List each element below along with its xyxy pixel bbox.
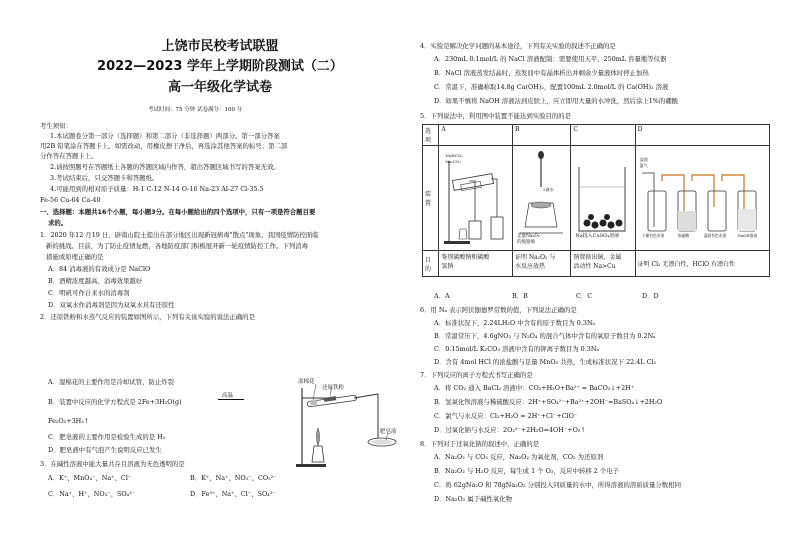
q5-d-label6: NaOH溶液 (737, 233, 758, 238)
exam-title: 2022—2023 学年上学期阶段测试（二） (97, 59, 343, 74)
right-column (420, 0, 770, 550)
q7-option-b: B．氢氧化钡溶液与稀硫酸反应：2H⁺+SO₄²⁻+Ba²⁺+2OH⁻=BaSO₄↓+2H₂O (434, 398, 663, 406)
q5-purpose-d: 证明 Cl₂ 无漂白性，HClO 有漂白性 (635, 251, 769, 277)
q2-stem: 2．还原铁粉和水蒸气反应的装置如图所示，下列有关该实验的说法正确的是 (40, 313, 255, 321)
notice-item1c: 分作答在答题卡上。 (40, 152, 98, 160)
q5-device-a (439, 146, 513, 251)
q5-device-b (512, 146, 570, 251)
q5-row-purpose-label: 目的 (423, 251, 439, 277)
section1-title-a: 一、选择题：本题共16个小题，每小题3分。在每小题给出的四个选项中，只有一项是符合题目要 (40, 208, 316, 216)
q2-option-b2: Fe₂O₃+3H₂↑ (48, 417, 90, 425)
q5-purpose-c2: 活动性 Na>Cu (573, 263, 616, 270)
q1-option-a: A．84 消毒液的有效成分是 NaClO (48, 265, 151, 273)
q2-label-soap: 肥皂液 (380, 429, 397, 435)
q2-option-c: C．肥皂液的主要作用是检验生成的是 H₂ (48, 433, 166, 441)
q5-header-a: A (439, 125, 513, 146)
q2-label-cotton: 湿棉花 (298, 379, 315, 385)
q6-option-a: A．标准状况下，2.24LH₂O 中含有的原子数目为 0.3Nₐ (434, 319, 595, 327)
notice-item1a: 1.本试题卷分第一部分（选择题）和第二部分（非选择题）两部分。第一部分答案 (50, 132, 280, 140)
q8-option-b: B．Na₂O₂ 与 H₂O 反应，每生成 1 个 O₂，反应中转移 2 个电子 (434, 467, 620, 475)
q1-stem-b: 新的挑战。目前，为了防止疫情复燃，各地防疫部门积极展开新一轮疫情防控工作。下列消毒 (46, 242, 309, 250)
q5-b-label1: 2滴水 (542, 187, 554, 192)
q5-purpose-a1: 鉴别碳酸钠和碳酸 (441, 254, 490, 261)
q5-header-c: C (571, 125, 635, 146)
q4-option-b: B．NaCl 溶液蒸发结晶时，蒸发皿中有晶体析出并剩余少量液体时停止加热 (434, 69, 649, 77)
q8-stem: 8．下列对于过氧化钠的叙述中，正确的是 (420, 440, 540, 448)
q5-d-label1: 湿润 (639, 157, 648, 162)
section1-title-b: 求的。 (48, 219, 68, 227)
q5-b-label3: 的脱脂棉 (516, 240, 535, 245)
q1-stem-a: 1．2020 年12 月19 日，辟南山院士提出在部分地区出现新冠病毒"散点"现象，我国疫情防控面临 (40, 231, 319, 239)
q5-option-a: A．A (434, 292, 450, 300)
q5-table-header-row (423, 125, 770, 146)
q4-option-a: A．230mL 0.1mol/L 的 NaCl 溶液配制：需要使用天平、250mL 容量瓶等仪器 (434, 55, 667, 63)
q4-option-c: C．常温下，准确称取14.8g Ca(OH)₂，配置100mL 2.0mol/L 的 Ca(OH)₂ 溶液 (434, 83, 669, 91)
q5-option-d: D．D (642, 292, 659, 300)
subject-title: 高一年级化学试卷 (167, 80, 272, 95)
q3-option-b: B．K⁺、Na⁺、NO₃⁻、CO₃²⁻ (190, 474, 277, 482)
q4-stem: 4．实验是解决化学问题的基本途径，下列有关实验的叙述不正确的是 (420, 42, 616, 50)
q5-purpose-a (439, 251, 513, 277)
q8-option-c: C．将 62gNa₂O 和 78gNa₂O₂ 分别投入同质量的水中，所得溶液的溶质质量分数相同 (434, 481, 681, 489)
q5-purpose-row (423, 251, 770, 277)
q5-d-label5: 湿润有色布条 (703, 233, 727, 238)
exam-info: 考试时间：75 分钟 试卷满分：100 分 (148, 107, 243, 113)
q2-option-b-condition: 高温 (222, 393, 234, 399)
notice-item3: 3.考试结束后，只交答题卡和答题纸。 (50, 174, 159, 182)
q4-option-d: D．如果不慎将 NaOH 溶液沾到皮肤上，应立即用大量的水冲洗，然后涂上1%的硼酸 (434, 97, 679, 105)
q5-b-label2: 足量Na₂O₂ (516, 234, 540, 239)
q5-device-c-figure (573, 147, 631, 237)
q3-option-c: C．Na⁺、H⁺、NO₃⁻、SO₄²⁻ (48, 490, 136, 498)
q2-condition-arrow (218, 399, 244, 400)
q5-purpose-c (571, 251, 635, 277)
notice-item4a: 4.可能用到的相对原子质量：H-1 C-12 N-14 O-16 Na-23 Al-27 Cl-35.5 (50, 185, 264, 193)
q1-option-d: D．双氧水作消毒剂是因为双氧水具有还原性 (48, 301, 175, 309)
q2-apparatus-figure (290, 376, 400, 471)
notice-item2: 2.请按照题号在答题纸上各题的答题区域内作答，超出答题区域书写的答案无效。 (50, 163, 280, 171)
q7-option-d: D．过氧化钠与水反应：2O₂²⁻+2H₂O=4OH⁻+O₂↑ (434, 426, 586, 434)
q1-stem-c: 措施或原理正确的是 (46, 253, 104, 261)
notice-title: 考生须知： (40, 122, 72, 130)
q5-stem: 5．下列说法中，利用图中装置不能达到实验目的的是 (420, 112, 572, 120)
q5-purpose-c1: 钠置换出铜，金属 (573, 254, 622, 261)
q5-option-b: B．B (512, 292, 528, 300)
q5-header-b: B (512, 125, 570, 146)
q5-table (422, 124, 770, 277)
q5-device-c (571, 146, 635, 251)
q2-label-iron: 还原铁粉 (322, 385, 345, 391)
q5-purpose-a2: 氢钠 (441, 263, 454, 270)
q8-option-a: A．Na₂O₂ 与 CO₂ 反应，Na₂O₂ 为氧化剂，CO₂ 为还原剂 (434, 453, 604, 461)
q2-option-a: A．湿棉花的主要作用是冷却试管，防止炸裂 (48, 378, 175, 386)
q5-d-label4: 浓硫酸 (677, 233, 690, 238)
notice-item1b: 用2B 铅笔涂在答题卡上。如需改动，用橡皮擦干净后，再选涂其他答案的标号；第二部 (40, 142, 288, 150)
q5-c-label: Na投入CuSO₄溶液 (575, 233, 620, 239)
q5-header-d: D (635, 125, 769, 146)
q5-device-b-figure (515, 147, 567, 247)
q5-d-label2: 氯气 (639, 163, 648, 168)
q1-option-c: C．明矾可作自来水的消毒剂 (48, 289, 130, 297)
q3-option-a: A．K⁺、MnO₄⁻、Na⁺、Cl⁻ (48, 474, 132, 482)
q7-option-a: A．将 CO₂ 通入 BaCl₂ 溶液中：CO₂+H₂O+Ba²⁺ = BaCO₃↓+2H⁺ (434, 384, 635, 392)
q3-stem: 3．在碱性溶液中能大量共存且溶液为无色透明的是 (40, 460, 185, 468)
q5-device-d-figure (638, 147, 766, 247)
q5-purpose-b1: 证明 Na₂O₂ 与 (514, 254, 556, 261)
q2-option-b1: B．装置中反应的化学方程式是 2Fe+3H₂O(g) (48, 398, 182, 406)
q6-stem: 6．用 Nₐ 表示阿伏伽德罗常数的值，下列说法正确的是 (420, 306, 577, 314)
q5-a-label2: Na₂CO₃ (445, 159, 461, 164)
q5-purpose-b2: 水反应放热 (514, 263, 545, 270)
q5-row-device-label: 装置 (423, 146, 439, 251)
q3-option-d: D．Fe³⁺、Na⁺、Cl⁻、SO₄²⁻ (190, 490, 276, 498)
q5-purpose-b (512, 251, 570, 277)
q5-a-label1: NaHCO₃ (445, 153, 463, 158)
q5-device-row (423, 146, 770, 251)
q5-option-c: C．C (576, 292, 593, 300)
q6-option-c: C．0.15mol/L K₂CO₃ 溶液中含有的钾离子数目为 0.3Nₐ (434, 345, 599, 353)
q2-option-d: D．肥皂液中有气泡产生说明反应已发生 (48, 446, 162, 454)
q7-stem: 7．下列反应的离子方程式书写正确的是 (420, 371, 533, 379)
q6-option-d: D．含有 4mol HCl 的浓盐酸与足量 MnO₂ 共热，生成标准状况下 22.4L Cl₂ (434, 358, 657, 366)
q8-option-d: D．Na₂O₂ 属于碱性氧化物 (434, 495, 513, 503)
q5-header-option: 选项 (423, 125, 439, 146)
q5-device-d (635, 146, 769, 251)
q7-option-c: C．氯气与水反应：Cl₂+H₂O = 2H⁺+Cl⁻+ClO⁻ (434, 412, 578, 420)
left-column (40, 0, 400, 550)
school-title: 上饶市民校考试联盟 (161, 39, 279, 54)
q6-option-b: B．常温常压下，4.6gNO₂ 与 N₂O₄ 的混合气体中含有的氧原子数目为 0.2Nₐ (434, 332, 656, 340)
q1-option-b: B．酒精浓度越高，消毒效果越好 (48, 277, 143, 285)
notice-item4b: Fe-56 Cu-64 Ca-40 (40, 196, 101, 204)
q5-d-label3: 干燥有色布条 (641, 233, 665, 238)
